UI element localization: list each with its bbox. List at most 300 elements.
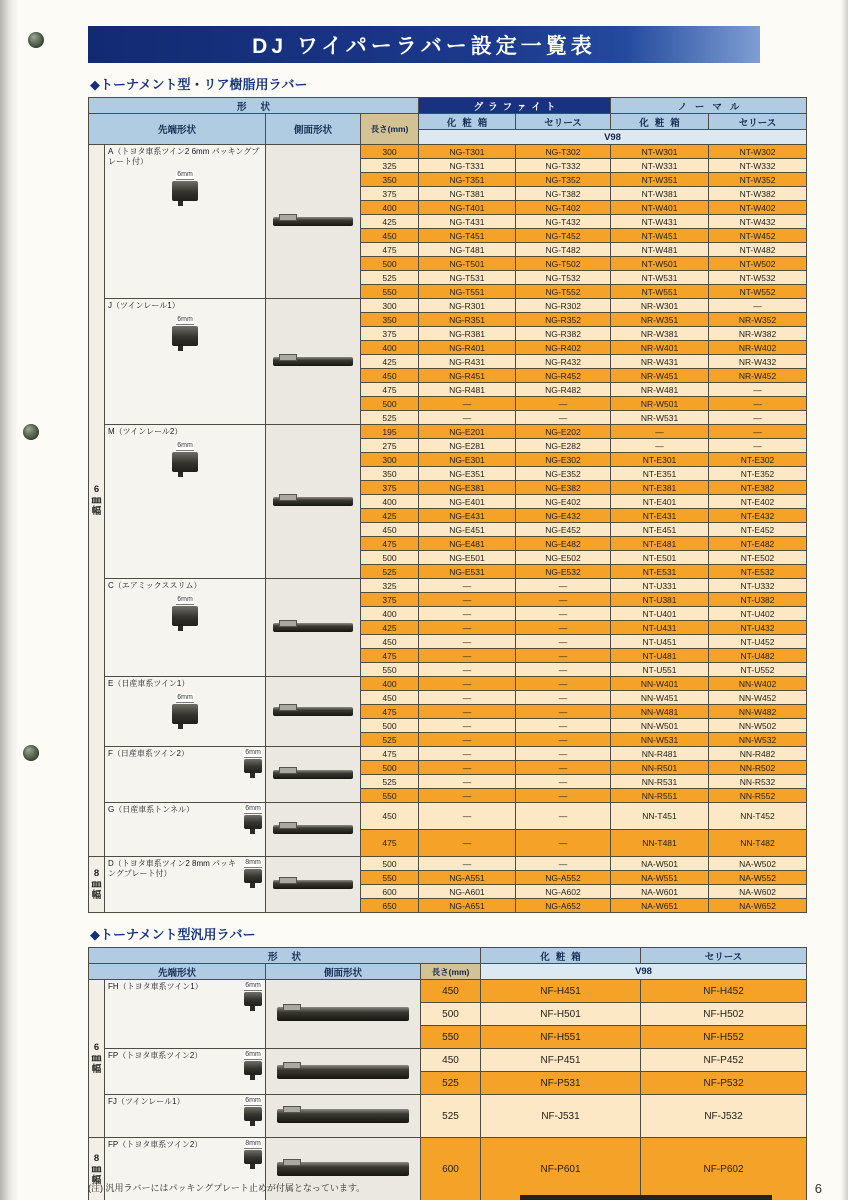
header-v98-model: V98 bbox=[419, 130, 807, 145]
header-v98-model: V98 bbox=[481, 964, 807, 980]
side-shape-cell bbox=[266, 1095, 421, 1138]
part-number-cell: NG-T382 bbox=[516, 187, 611, 201]
part-number-cell: NT-E451 bbox=[611, 523, 709, 537]
part-number-cell: NT-E452 bbox=[709, 523, 807, 537]
part-number-cell: NG-E431 bbox=[419, 509, 516, 523]
part-number-cell: NG-A601 bbox=[419, 885, 516, 899]
tip-shape-block bbox=[108, 427, 262, 472]
width-band-label: 8㎜幅 bbox=[89, 857, 105, 913]
mm-width-callout: 6mm bbox=[177, 595, 193, 603]
part-number-cell: NN-R502 bbox=[709, 761, 807, 775]
length-cell: 400 bbox=[361, 495, 419, 509]
part-number-cell: NT-U431 bbox=[611, 621, 709, 635]
part-number-cell: — bbox=[516, 761, 611, 775]
length-cell: 500 bbox=[361, 857, 419, 871]
tip-shape-photo bbox=[244, 1051, 262, 1075]
section2-title: ◆トーナメント型汎用ラバー bbox=[90, 927, 256, 942]
tip-shape-icon bbox=[172, 181, 198, 201]
footnote: (注) 汎用ラバーにはパッキングプレート止めが付属となっています。 bbox=[88, 1183, 366, 1193]
part-number-cell: NT-W452 bbox=[709, 229, 807, 243]
length-cell: 350 bbox=[361, 467, 419, 481]
spec-row bbox=[89, 425, 807, 439]
part-number-cell: NT-E432 bbox=[709, 509, 807, 523]
part-number-cell: — bbox=[516, 593, 611, 607]
mm-width-callout: 8mm bbox=[245, 1140, 261, 1147]
part-number-cell: NA-W551 bbox=[611, 871, 709, 885]
tip-shape-block bbox=[108, 859, 262, 883]
header-graphite: グラファイト bbox=[419, 98, 611, 114]
group-label: FJ（ツインレール1） bbox=[108, 1097, 185, 1106]
tip-shape-cell bbox=[105, 677, 266, 747]
part-number-cell: NT-E501 bbox=[611, 551, 709, 565]
part-number-cell: NT-W302 bbox=[709, 145, 807, 159]
part-number-cell: NR-W382 bbox=[709, 327, 807, 341]
length-cell: 525 bbox=[361, 411, 419, 425]
mm-width-callout: 6mm bbox=[245, 1097, 261, 1104]
length-cell: 400 bbox=[361, 201, 419, 215]
spec-row bbox=[89, 857, 807, 871]
part-number-cell: NG-T532 bbox=[516, 271, 611, 285]
general-rubber-table-head bbox=[89, 948, 807, 980]
part-number-cell: NG-T402 bbox=[516, 201, 611, 215]
header-length: 長さ(mm) bbox=[361, 114, 419, 145]
mm-width-callout: 6mm bbox=[177, 441, 193, 449]
part-number-cell: — bbox=[516, 411, 611, 425]
width-band-label: 6㎜幅 bbox=[89, 145, 105, 857]
part-number-cell: NT-U451 bbox=[611, 635, 709, 649]
length-cell: 500 bbox=[361, 257, 419, 271]
tip-shape-photo bbox=[165, 596, 205, 626]
part-number-cell: NG-R351 bbox=[419, 313, 516, 327]
part-number-cell: NN-W501 bbox=[611, 719, 709, 733]
length-cell: 450 bbox=[421, 1049, 481, 1072]
part-number-cell: NG-T332 bbox=[516, 159, 611, 173]
side-shape-photo bbox=[273, 880, 352, 889]
part-number-cell: NG-E402 bbox=[516, 495, 611, 509]
page-number: 6 bbox=[814, 1181, 822, 1196]
header-length: 長さ(mm) bbox=[421, 964, 481, 980]
mm-width-callout: 8mm bbox=[245, 859, 261, 866]
part-number-cell: NN-R482 bbox=[709, 747, 807, 761]
part-number-cell: NG-R382 bbox=[516, 327, 611, 341]
side-shape-cell bbox=[266, 145, 361, 299]
length-cell: 475 bbox=[361, 537, 419, 551]
part-number-cell: — bbox=[516, 677, 611, 691]
part-number-cell: NT-U402 bbox=[709, 607, 807, 621]
part-number-cell: NN-W531 bbox=[611, 733, 709, 747]
group-label: D（トヨタ車系ツイン2 8mm パッキングプレート付） bbox=[108, 859, 237, 878]
header-shape: 形状 bbox=[89, 948, 481, 964]
length-cell: 375 bbox=[361, 593, 419, 607]
part-number-cell: NF-H452 bbox=[641, 980, 807, 1003]
spec-row bbox=[89, 299, 807, 313]
binder-hole bbox=[28, 32, 44, 48]
group-label: FP（トヨタ車系ツイン2） bbox=[108, 1140, 203, 1149]
part-number-cell: NN-W481 bbox=[611, 705, 709, 719]
part-number-cell: NT-W552 bbox=[709, 285, 807, 299]
part-number-cell: NT-U381 bbox=[611, 593, 709, 607]
part-number-cell: NA-W601 bbox=[611, 885, 709, 899]
page-content bbox=[88, 26, 806, 1200]
part-number-cell: NT-U401 bbox=[611, 607, 709, 621]
tip-shape-cell bbox=[105, 857, 266, 913]
length-cell: 425 bbox=[361, 215, 419, 229]
part-number-cell: — bbox=[419, 621, 516, 635]
side-shape-photo bbox=[277, 1007, 409, 1021]
part-number-cell: NG-A552 bbox=[516, 871, 611, 885]
part-number-cell: NG-E451 bbox=[419, 523, 516, 537]
part-number-cell: — bbox=[516, 607, 611, 621]
part-number-cell: NT-W382 bbox=[709, 187, 807, 201]
length-cell: 500 bbox=[421, 1003, 481, 1026]
part-number-cell: — bbox=[709, 397, 807, 411]
length-cell: 450 bbox=[421, 980, 481, 1003]
tip-shape-icon bbox=[172, 704, 198, 724]
part-number-cell: NG-R401 bbox=[419, 341, 516, 355]
header-tip-shape: 先端形状 bbox=[89, 964, 266, 980]
part-number-cell: NG-T352 bbox=[516, 173, 611, 187]
side-shape-cell bbox=[266, 677, 361, 747]
part-number-cell: NF-J532 bbox=[641, 1095, 807, 1138]
mm-width-callout: 6mm bbox=[177, 315, 193, 323]
side-shape-cell bbox=[266, 1049, 421, 1095]
part-number-cell: — bbox=[419, 635, 516, 649]
part-number-cell: NF-P451 bbox=[481, 1049, 641, 1072]
length-cell: 500 bbox=[361, 551, 419, 565]
length-cell: 600 bbox=[421, 1138, 481, 1200]
part-number-cell: NG-A551 bbox=[419, 871, 516, 885]
part-number-cell: NT-W381 bbox=[611, 187, 709, 201]
tip-shape-photo bbox=[244, 859, 262, 883]
part-number-cell: NT-W301 bbox=[611, 145, 709, 159]
part-number-cell: NN-R481 bbox=[611, 747, 709, 761]
tip-shape-icon bbox=[244, 869, 262, 883]
part-number-cell: NG-R452 bbox=[516, 369, 611, 383]
tip-shape-photo bbox=[244, 749, 262, 773]
part-number-cell: NR-W401 bbox=[611, 341, 709, 355]
part-number-cell: NN-T452 bbox=[709, 803, 807, 830]
header-series: セリース bbox=[641, 948, 807, 964]
side-shape-photo bbox=[273, 357, 352, 366]
part-number-cell: NN-W482 bbox=[709, 705, 807, 719]
part-number-cell: NG-E352 bbox=[516, 467, 611, 481]
part-number-cell: NT-U552 bbox=[709, 663, 807, 677]
part-number-cell: NT-E382 bbox=[709, 481, 807, 495]
length-cell: 650 bbox=[361, 899, 419, 913]
part-number-cell: NT-U331 bbox=[611, 579, 709, 593]
part-number-cell: NG-E302 bbox=[516, 453, 611, 467]
header-shape: 形状 bbox=[89, 98, 419, 114]
spec-row bbox=[89, 803, 807, 830]
tip-shape-icon bbox=[244, 759, 262, 773]
length-cell: 550 bbox=[421, 1026, 481, 1049]
part-number-cell: NT-W532 bbox=[709, 271, 807, 285]
part-number-cell: — bbox=[516, 857, 611, 871]
length-cell: 525 bbox=[421, 1095, 481, 1138]
length-cell: 475 bbox=[361, 747, 419, 761]
part-number-cell: NT-E531 bbox=[611, 565, 709, 579]
page-title-bar bbox=[88, 26, 760, 63]
part-number-cell: NG-R431 bbox=[419, 355, 516, 369]
header-normal: ノーマル bbox=[611, 98, 807, 114]
tip-shape-icon bbox=[244, 1150, 262, 1164]
tip-shape-cell bbox=[105, 747, 266, 803]
length-cell: 550 bbox=[361, 789, 419, 803]
part-number-cell: — bbox=[709, 439, 807, 453]
part-number-cell: — bbox=[419, 705, 516, 719]
tip-shape-cell bbox=[105, 145, 266, 299]
length-cell: 375 bbox=[361, 187, 419, 201]
side-shape-cell bbox=[266, 980, 421, 1049]
tip-shape-block bbox=[108, 581, 262, 626]
tip-shape-block bbox=[108, 749, 262, 773]
length-cell: 550 bbox=[361, 285, 419, 299]
part-number-cell: NF-P601 bbox=[481, 1138, 641, 1200]
part-number-cell: NG-T432 bbox=[516, 215, 611, 229]
part-number-cell: NG-E381 bbox=[419, 481, 516, 495]
part-number-cell: NG-R402 bbox=[516, 341, 611, 355]
part-number-cell: NF-P532 bbox=[641, 1072, 807, 1095]
length-cell: 195 bbox=[361, 425, 419, 439]
length-cell: 325 bbox=[361, 159, 419, 173]
part-number-cell: — bbox=[419, 677, 516, 691]
tip-shape-block bbox=[108, 147, 262, 201]
part-number-cell: NN-R501 bbox=[611, 761, 709, 775]
tip-shape-cell bbox=[105, 803, 266, 857]
part-number-cell: — bbox=[419, 649, 516, 663]
side-shape-photo bbox=[273, 497, 352, 506]
part-number-cell: NG-A652 bbox=[516, 899, 611, 913]
length-cell: 450 bbox=[361, 229, 419, 243]
part-number-cell: NT-W352 bbox=[709, 173, 807, 187]
part-number-cell: NF-J531 bbox=[481, 1095, 641, 1138]
part-number-cell: NT-U452 bbox=[709, 635, 807, 649]
part-number-cell: — bbox=[419, 803, 516, 830]
side-shape-photo bbox=[273, 217, 352, 226]
part-number-cell: — bbox=[709, 425, 807, 439]
spec-row bbox=[89, 1095, 807, 1138]
group-label: M（ツインレール2） bbox=[108, 427, 183, 436]
part-number-cell: NN-W502 bbox=[709, 719, 807, 733]
mm-width-callout: 6mm bbox=[177, 693, 193, 701]
part-number-cell: NF-H502 bbox=[641, 1003, 807, 1026]
part-number-cell: NT-E431 bbox=[611, 509, 709, 523]
part-number-cell: NT-E532 bbox=[709, 565, 807, 579]
part-number-cell: NT-U551 bbox=[611, 663, 709, 677]
part-number-cell: — bbox=[709, 299, 807, 313]
group-label: C（エアミックススリム） bbox=[108, 581, 202, 590]
length-cell: 600 bbox=[361, 885, 419, 899]
header-normal-series: セリース bbox=[709, 114, 807, 130]
tip-shape-cell bbox=[105, 299, 266, 425]
general-rubber-table bbox=[88, 947, 807, 1200]
part-number-cell: NG-T551 bbox=[419, 285, 516, 299]
rear-rubber-table-body bbox=[89, 145, 807, 913]
length-cell: 300 bbox=[361, 453, 419, 467]
part-number-cell: NG-R352 bbox=[516, 313, 611, 327]
part-number-cell: NT-W551 bbox=[611, 285, 709, 299]
header-box: 化粧箱 bbox=[481, 948, 641, 964]
part-number-cell: NG-E401 bbox=[419, 495, 516, 509]
part-number-cell: — bbox=[709, 383, 807, 397]
part-number-cell: NG-E501 bbox=[419, 551, 516, 565]
part-number-cell: — bbox=[516, 691, 611, 705]
part-number-cell: NG-T502 bbox=[516, 257, 611, 271]
tip-shape-photo bbox=[244, 982, 262, 1006]
part-number-cell: — bbox=[516, 830, 611, 857]
section1-title: ◆トーナメント型・リア樹脂用ラバー bbox=[90, 77, 308, 92]
side-shape-photo bbox=[273, 770, 352, 779]
part-number-cell: NN-R531 bbox=[611, 775, 709, 789]
length-cell: 550 bbox=[361, 871, 419, 885]
part-number-cell: NR-W402 bbox=[709, 341, 807, 355]
part-number-cell: NT-W432 bbox=[709, 215, 807, 229]
length-cell: 525 bbox=[361, 733, 419, 747]
part-number-cell: — bbox=[516, 705, 611, 719]
part-number-cell: NT-W482 bbox=[709, 243, 807, 257]
part-number-cell: — bbox=[419, 691, 516, 705]
part-number-cell: NT-W351 bbox=[611, 173, 709, 187]
part-number-cell: NG-E481 bbox=[419, 537, 516, 551]
part-number-cell: NT-E502 bbox=[709, 551, 807, 565]
part-number-cell: NG-T501 bbox=[419, 257, 516, 271]
spec-row bbox=[89, 579, 807, 593]
part-number-cell: — bbox=[419, 719, 516, 733]
tip-shape-icon bbox=[244, 1061, 262, 1075]
tip-shape-block bbox=[108, 1097, 262, 1121]
spec-row bbox=[89, 677, 807, 691]
length-cell: 475 bbox=[361, 830, 419, 857]
part-number-cell: — bbox=[419, 663, 516, 677]
header-normal-box: 化粧箱 bbox=[611, 114, 709, 130]
part-number-cell: — bbox=[516, 621, 611, 635]
part-number-cell: NG-E281 bbox=[419, 439, 516, 453]
side-shape-photo bbox=[273, 825, 352, 834]
side-shape-photo bbox=[277, 1065, 409, 1079]
part-number-cell: NN-W532 bbox=[709, 733, 807, 747]
length-cell: 500 bbox=[361, 397, 419, 411]
tip-shape-photo bbox=[244, 1097, 262, 1121]
part-number-cell: NR-W431 bbox=[611, 355, 709, 369]
mm-width-callout: 6mm bbox=[245, 749, 261, 756]
spec-row bbox=[89, 145, 807, 159]
tip-shape-cell bbox=[105, 579, 266, 677]
part-number-cell: NT-E352 bbox=[709, 467, 807, 481]
part-number-cell: NT-E381 bbox=[611, 481, 709, 495]
part-number-cell: NR-W432 bbox=[709, 355, 807, 369]
tip-shape-cell bbox=[105, 1095, 266, 1138]
part-number-cell: NT-W331 bbox=[611, 159, 709, 173]
part-number-cell: — bbox=[419, 747, 516, 761]
part-number-cell: NN-W402 bbox=[709, 677, 807, 691]
part-number-cell: NT-U481 bbox=[611, 649, 709, 663]
part-number-cell: NG-R432 bbox=[516, 355, 611, 369]
tip-shape-icon bbox=[244, 1107, 262, 1121]
tip-shape-icon bbox=[172, 452, 198, 472]
part-number-cell: NG-E201 bbox=[419, 425, 516, 439]
length-cell: 450 bbox=[361, 635, 419, 649]
rear-rubber-table-head bbox=[89, 98, 807, 145]
part-number-cell: NT-E482 bbox=[709, 537, 807, 551]
tip-shape-photo bbox=[244, 805, 262, 829]
length-cell: 400 bbox=[361, 341, 419, 355]
part-number-cell: NG-T351 bbox=[419, 173, 516, 187]
tip-shape-photo bbox=[244, 1140, 262, 1164]
part-number-cell: NR-W451 bbox=[611, 369, 709, 383]
part-number-cell: NN-R552 bbox=[709, 789, 807, 803]
length-cell: 525 bbox=[421, 1072, 481, 1095]
part-number-cell: NG-R481 bbox=[419, 383, 516, 397]
length-cell: 300 bbox=[361, 145, 419, 159]
part-number-cell: NT-W431 bbox=[611, 215, 709, 229]
side-shape-cell bbox=[266, 299, 361, 425]
part-number-cell: NN-R532 bbox=[709, 775, 807, 789]
tip-shape-photo bbox=[165, 442, 205, 472]
tip-shape-cell bbox=[105, 425, 266, 579]
part-number-cell: NG-E502 bbox=[516, 551, 611, 565]
page-title: DJ ワイパーラバー設定一覧表 bbox=[252, 34, 596, 58]
tip-shape-cell bbox=[105, 980, 266, 1049]
part-number-cell: NG-E202 bbox=[516, 425, 611, 439]
tip-shape-block bbox=[108, 301, 262, 346]
header-side-shape: 側面形状 bbox=[266, 114, 361, 145]
mm-width-callout: 6mm bbox=[177, 171, 193, 178]
side-shape-photo bbox=[273, 707, 352, 716]
part-number-cell: NT-E402 bbox=[709, 495, 807, 509]
part-number-cell: NG-A602 bbox=[516, 885, 611, 899]
general-rubber-table-body bbox=[89, 980, 807, 1200]
part-number-cell: — bbox=[419, 607, 516, 621]
tip-shape-photo bbox=[165, 171, 205, 201]
part-number-cell: NT-U382 bbox=[709, 593, 807, 607]
part-number-cell: — bbox=[516, 663, 611, 677]
side-shape-photo bbox=[273, 623, 352, 632]
part-number-cell: NG-T481 bbox=[419, 243, 516, 257]
side-shape-cell bbox=[266, 747, 361, 803]
part-number-cell: NG-T401 bbox=[419, 201, 516, 215]
length-cell: 450 bbox=[361, 691, 419, 705]
tip-shape-block bbox=[108, 679, 262, 724]
part-number-cell: — bbox=[516, 719, 611, 733]
part-number-cell: NG-T451 bbox=[419, 229, 516, 243]
part-number-cell: NG-T301 bbox=[419, 145, 516, 159]
part-number-cell: NG-R451 bbox=[419, 369, 516, 383]
part-number-cell: — bbox=[419, 579, 516, 593]
group-label: FH（トヨタ車系ツイン1） bbox=[108, 982, 203, 991]
group-label: F（日産車系ツイン2） bbox=[108, 749, 189, 758]
length-cell: 475 bbox=[361, 649, 419, 663]
part-number-cell: NG-E532 bbox=[516, 565, 611, 579]
part-number-cell: NR-W381 bbox=[611, 327, 709, 341]
part-number-cell: — bbox=[516, 747, 611, 761]
part-number-cell: NR-W301 bbox=[611, 299, 709, 313]
part-number-cell: NN-W401 bbox=[611, 677, 709, 691]
header-graphite-box: 化粧箱 bbox=[419, 114, 516, 130]
part-number-cell: — bbox=[419, 761, 516, 775]
length-cell: 525 bbox=[361, 775, 419, 789]
tip-shape-icon bbox=[244, 815, 262, 829]
part-number-cell: — bbox=[419, 775, 516, 789]
part-number-cell: NF-H552 bbox=[641, 1026, 807, 1049]
part-number-cell: — bbox=[516, 733, 611, 747]
tip-shape-icon bbox=[244, 992, 262, 1006]
length-cell: 475 bbox=[361, 705, 419, 719]
part-number-cell: NT-E301 bbox=[611, 453, 709, 467]
length-cell: 475 bbox=[361, 243, 419, 257]
scan-artifact bbox=[520, 1195, 772, 1200]
part-number-cell: NG-E382 bbox=[516, 481, 611, 495]
tip-shape-block bbox=[108, 1140, 262, 1164]
